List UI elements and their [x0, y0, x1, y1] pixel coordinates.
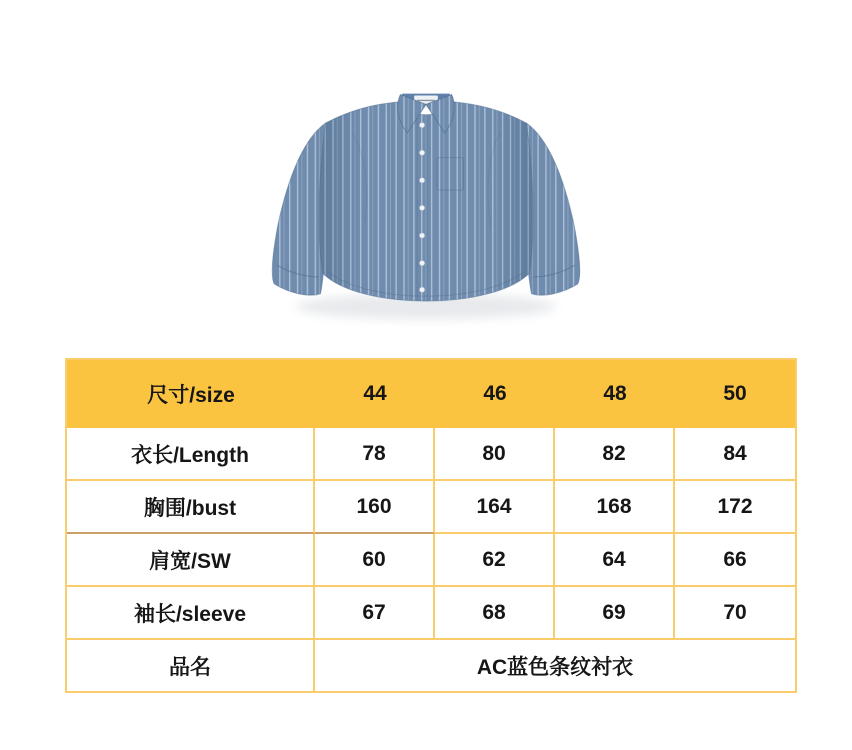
cell-value: 68 — [435, 587, 555, 640]
cell-value: 69 — [555, 587, 675, 640]
shirt-body-shading — [319, 101, 533, 301]
row-label: 衣长/Length — [67, 428, 315, 481]
cell-value: 60 — [315, 534, 435, 587]
product-photo — [256, 64, 596, 340]
table-row-length — [67, 428, 795, 481]
header-size-48: 48 — [555, 360, 675, 428]
cell-value: 82 — [555, 428, 675, 481]
cell-value: 80 — [435, 428, 555, 481]
table-row-product-name — [67, 640, 795, 691]
header-size-46: 46 — [435, 360, 555, 428]
product-name-value: AC蓝色条纹衬衣 — [315, 640, 795, 691]
header-size-44: 44 — [315, 360, 435, 428]
header-size-50: 50 — [675, 360, 795, 428]
row-label: 胸围/bust — [67, 481, 315, 534]
cell-value: 168 — [555, 481, 675, 534]
header-size-label: 尺寸/size — [67, 360, 315, 428]
table-row-bust — [67, 481, 795, 534]
cell-value: 84 — [675, 428, 795, 481]
table-row-shoulder — [67, 534, 795, 587]
row-label: 肩宽/SW — [67, 534, 315, 587]
cell-value: 164 — [435, 481, 555, 534]
table-row-sleeve — [67, 587, 795, 640]
table-header-row — [67, 360, 795, 428]
cell-value: 172 — [675, 481, 795, 534]
cell-value: 160 — [315, 481, 435, 534]
cell-value: 78 — [315, 428, 435, 481]
row-label: 品名 — [67, 640, 315, 691]
cell-value: 64 — [555, 534, 675, 587]
cell-value: 62 — [435, 534, 555, 587]
cell-value: 67 — [315, 587, 435, 640]
shirt-illustration — [256, 64, 596, 340]
cell-value: 66 — [675, 534, 795, 587]
cell-value: 70 — [675, 587, 795, 640]
row-label: 袖长/sleeve — [67, 587, 315, 640]
size-table — [65, 358, 797, 693]
